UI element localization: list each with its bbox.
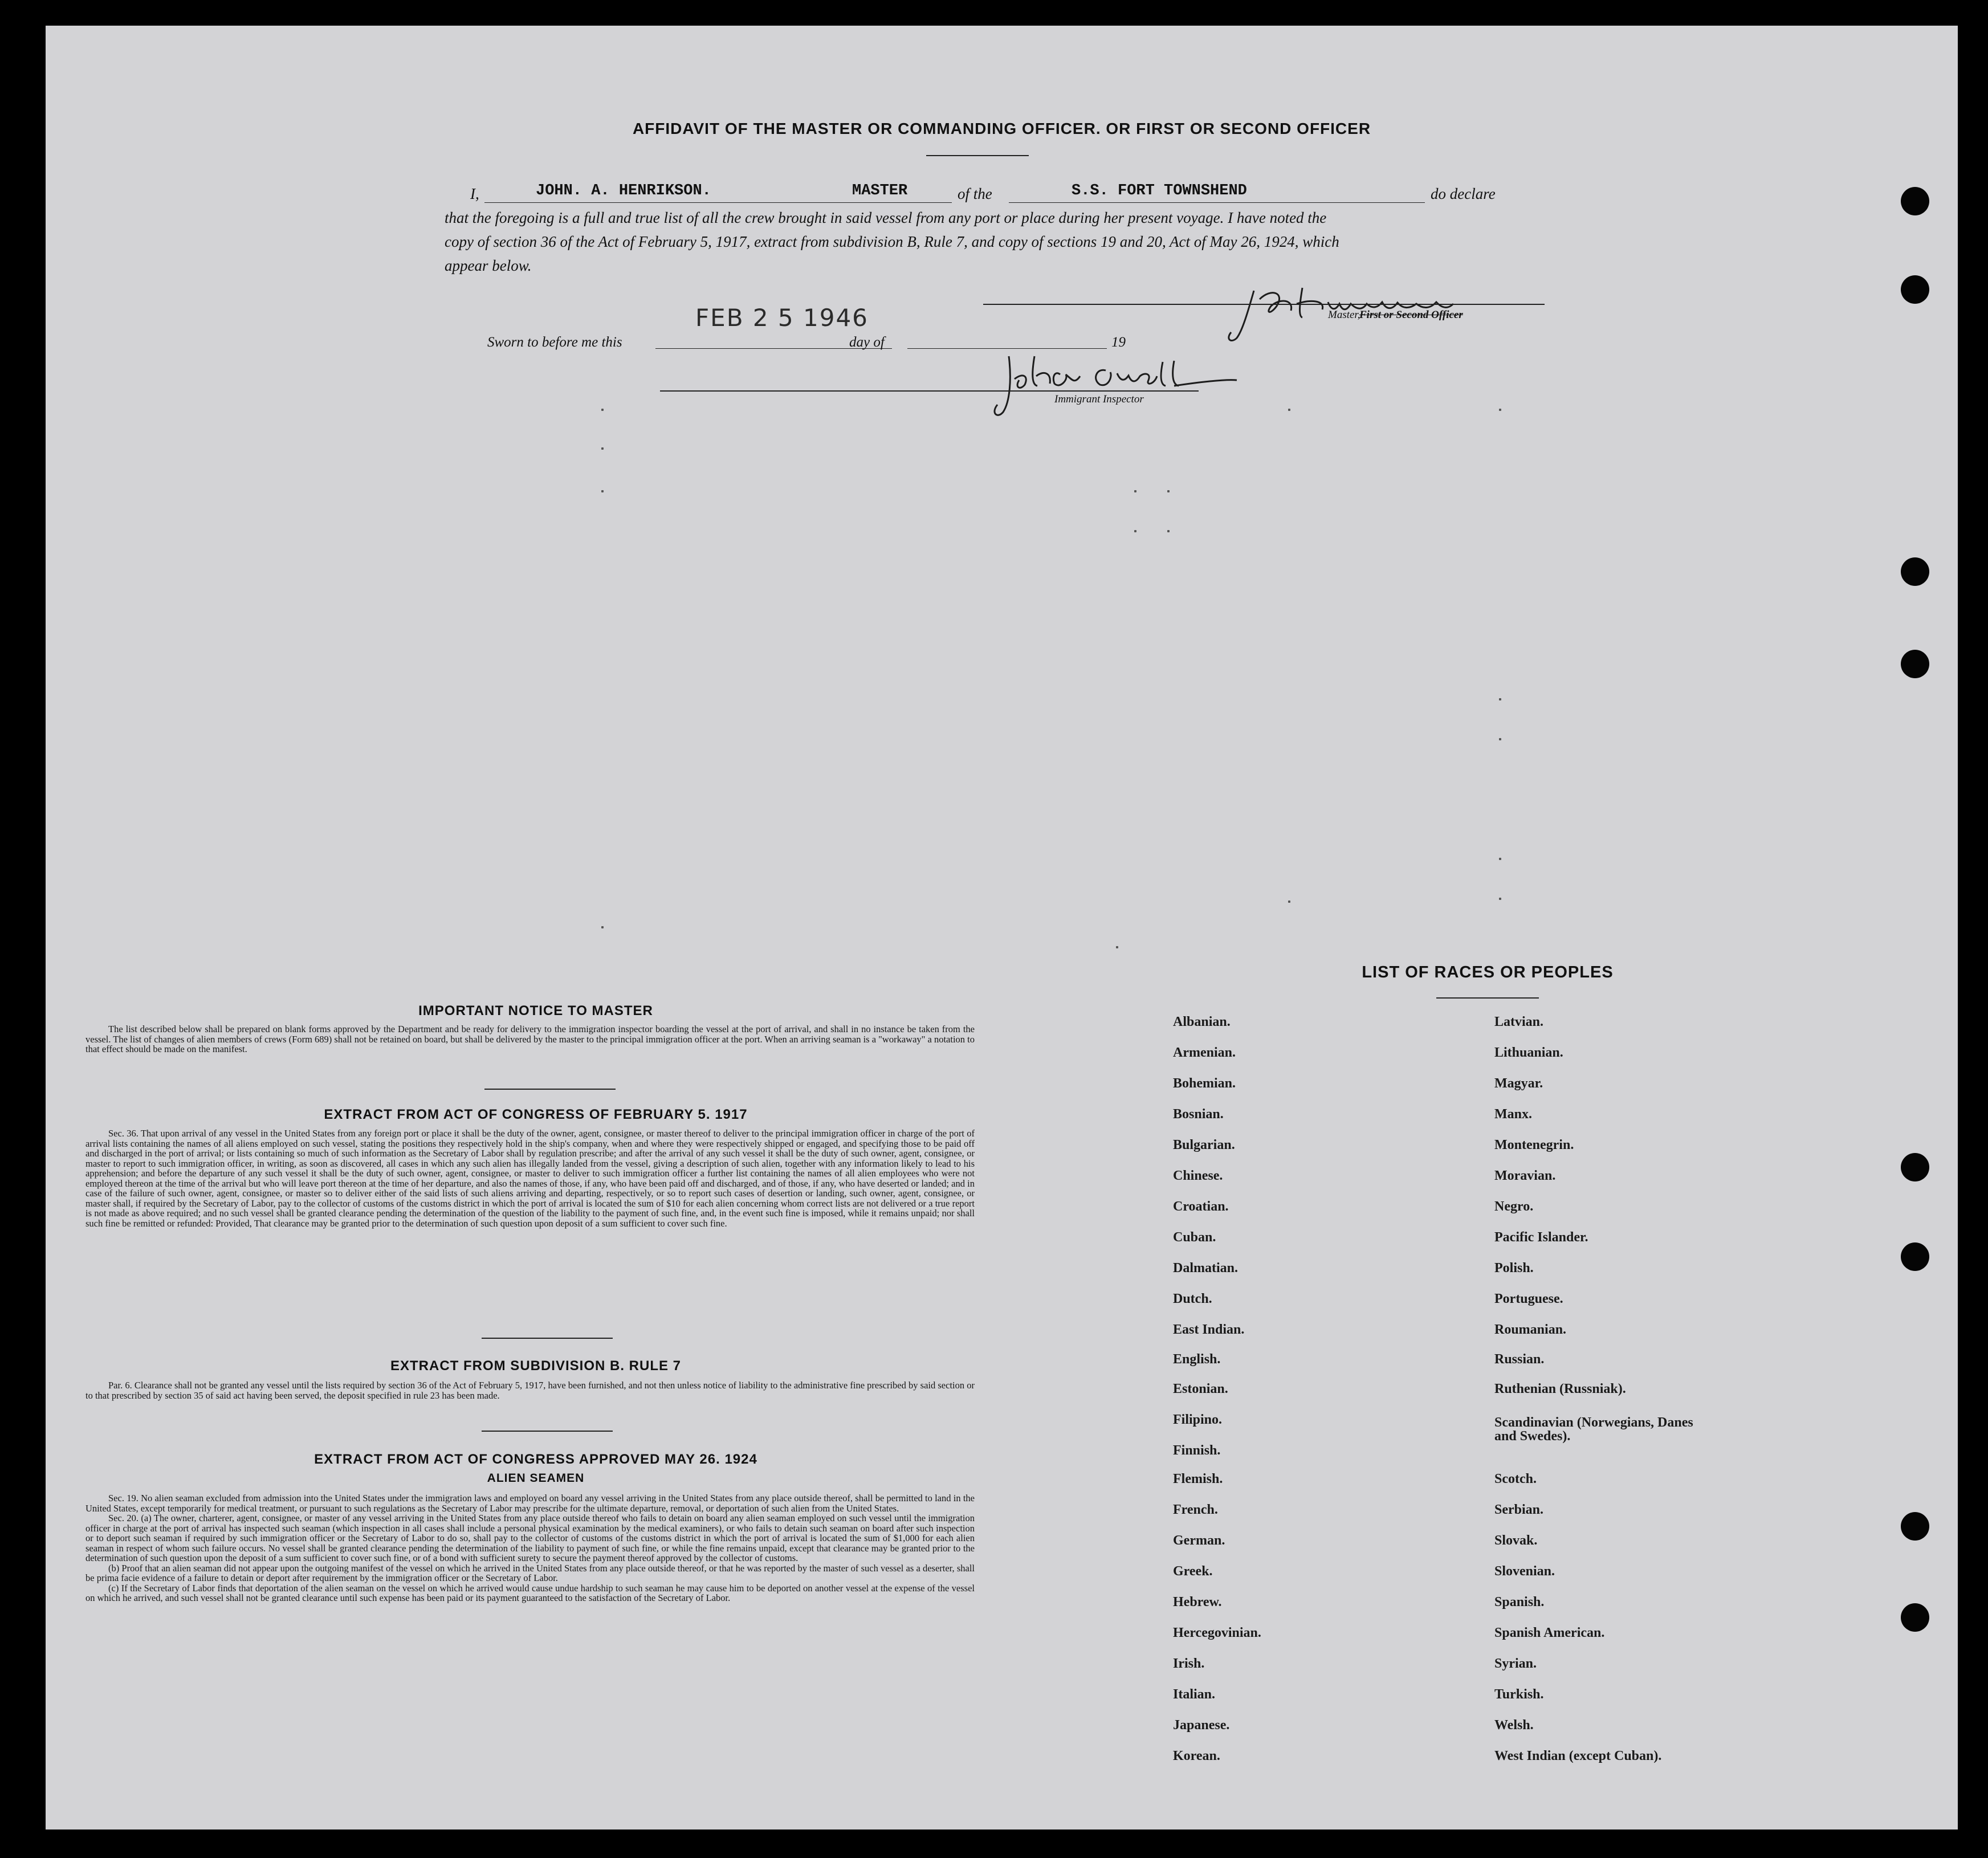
punch-hole: [1901, 187, 1929, 215]
scan-speck: [1134, 530, 1136, 532]
notice-body: [85, 1024, 975, 1054]
section-divider: [482, 1431, 613, 1432]
race-item: Irish.: [1173, 1656, 1205, 1671]
inspector-signature: [958, 345, 1277, 425]
race-item: Roumanian.: [1494, 1322, 1567, 1337]
race-item: Scandinavian (Norwegians, Danes and Swedes).: [1494, 1415, 1693, 1444]
race-item: Japanese.: [1173, 1718, 1230, 1733]
date-stamp: FEB 2 5 1946: [695, 304, 869, 332]
scan-speck: [1116, 946, 1118, 948]
race-item: Hebrew.: [1173, 1595, 1222, 1610]
punch-hole: [1901, 1242, 1929, 1271]
race-item: Dalmatian.: [1173, 1261, 1238, 1276]
scan-speck: [1499, 409, 1501, 411]
race-item: Spanish American.: [1494, 1625, 1605, 1640]
do-declare-text: do declare: [1431, 185, 1496, 202]
extract-1917-body: [85, 1128, 975, 1228]
race-item: Korean.: [1173, 1749, 1220, 1763]
document-page: [46, 26, 1958, 1830]
race-item: Dutch.: [1173, 1291, 1212, 1306]
race-item: Latvian.: [1494, 1014, 1544, 1029]
race-item: Syrian.: [1494, 1656, 1537, 1671]
of-the-text: of the: [958, 185, 992, 202]
master-rank: MASTER: [852, 182, 908, 199]
race-item: Greek.: [1173, 1564, 1213, 1579]
punch-hole: [1901, 275, 1929, 304]
race-item: Filipino.: [1173, 1412, 1223, 1427]
race-item: Hercegovinian.: [1173, 1625, 1261, 1640]
race-item: Scotch.: [1494, 1472, 1537, 1486]
vessel-fill-line: [1009, 202, 1425, 203]
race-item: Croatian.: [1173, 1199, 1229, 1214]
master-caption: Master,: [1328, 309, 1360, 321]
extract-1924-body: [85, 1493, 975, 1603]
race-item: Lithuanian.: [1494, 1045, 1563, 1060]
race-item: Slovak.: [1494, 1533, 1538, 1548]
declaration-line-3: copy of section 36 of the Act of February 5, 1917, extract from subdivision B, Rule 7, and copy of sections 19 and 20, Act of May 26, 1924, which: [445, 233, 1339, 250]
alien-seamen-subtitle: ALIEN SEAMEN: [487, 1472, 585, 1485]
declaration-line-2: that the foregoing is a full and true list of all the crew brought in said vessel from any port or place during her present voyage. I have noted the: [445, 209, 1327, 226]
race-item: Russian.: [1494, 1352, 1545, 1367]
punch-hole: [1901, 650, 1929, 678]
race-item: Welsh.: [1494, 1718, 1534, 1733]
inspector-signature-line: [660, 390, 1199, 392]
scan-speck: [601, 490, 604, 492]
race-item: Bulgarian.: [1173, 1138, 1235, 1152]
race-item: Serbian.: [1494, 1502, 1544, 1517]
scan-speck: [1134, 490, 1136, 492]
race-item: Turkish.: [1494, 1687, 1544, 1702]
scan-speck: [1288, 901, 1290, 903]
inspector-caption: Immigrant Inspector: [1054, 393, 1144, 405]
race-item: Cuban.: [1173, 1230, 1216, 1245]
notice-paragraph: The list described below shall be prepared on blank forms approved by the Department and be ready for delivery to the immigration inspector boarding the vessel at the port of arrival, and shall in no instance be taken from the vessel. The list of changes of alien members of crews (Form 689) shall not be retained on board, but shall be delivered by the master to the principal immigration officer at the port. When an arriving seaman is a "workaway" a notation to that effect should be made on the manifest.: [85, 1024, 975, 1054]
race-item: Spanish.: [1494, 1595, 1545, 1610]
race-item: Manx.: [1494, 1107, 1532, 1122]
race-item: Albanian.: [1173, 1014, 1231, 1029]
races-title-underline: [1436, 997, 1539, 999]
par6-paragraph: Par. 6. Clearance shall not be granted any vessel until the lists required by section 36 of the Act of February 5, 1917, have been furnished, and not then unless notice of liability to the administrative fine prescribed by said section or to that prescribed by section 35 of said act having been served, the deposit specified in rule 23 has been made.: [85, 1380, 975, 1401]
sec20c-paragraph: (c) If the Secretary of Labor finds that deportation of the alien seaman on the vessel on which he arrived would cause undue hardship to such seaman he may cause him to be deported on another vessel at the expense of the vessel on which he arrived, and such vessel shall not be granted clearance until such expense has been paid or its payment guaranteed to the satisfaction of the Secretary of Labor.: [85, 1582, 975, 1603]
scan-speck: [1499, 858, 1501, 860]
scan-speck: [1499, 898, 1501, 900]
sec19-paragraph: Sec. 19. No alien seaman excluded from admission into the United States under the immigration laws and employed on board any vessel arriving in the United States from any place outside thereof, shall be permitted to land in the United States, except temporarily for medical treatment, or pursuant to such regulations as the Secretary of Labor may prescribe for the ultimate departure, removal, or deportation of such alien from the United States.: [85, 1493, 975, 1514]
race-item: Ruthenian (Russniak).: [1494, 1382, 1626, 1396]
race-item: Bohemian.: [1173, 1076, 1236, 1091]
name-fill-line: [484, 202, 952, 203]
race-item: Moravian.: [1494, 1168, 1556, 1183]
declaration-prefix: I,: [470, 185, 479, 202]
rule7-body: [85, 1380, 975, 1400]
race-item: Portuguese.: [1494, 1291, 1563, 1306]
master-name: JOHN. A. HENRIKSON.: [536, 182, 711, 199]
race-item: French.: [1173, 1502, 1218, 1517]
affidavit-title: AFFIDAVIT OF THE MASTER OR COMMANDING OFFICER. OR FIRST OR SECOND OFFICER: [632, 120, 1371, 137]
rule7-title: EXTRACT FROM SUBDIVISION B. RULE 7: [390, 1358, 682, 1374]
race-item: West Indian (except Cuban).: [1494, 1749, 1662, 1763]
race-item: Negro.: [1494, 1199, 1534, 1214]
struck-officer-text: First or Second Officer: [1359, 309, 1463, 321]
year-prefix: 19: [1111, 335, 1126, 350]
race-item: German.: [1173, 1533, 1225, 1548]
section-divider: [482, 1338, 613, 1339]
race-item: Italian.: [1173, 1687, 1216, 1702]
declaration-line-4: appear below.: [445, 257, 532, 274]
day-of-text: day of: [849, 335, 885, 350]
sec36-paragraph: Sec. 36. That upon arrival of any vessel in the United States from any foreign port or place it shall be the duty of the owner, agent, consignee, or master thereof to deliver to the principal immigration officer in charge of the port of arrival lists containing the names of all aliens employed on such vessel, stating the positions they respectively hold in the ship's company, when and where they were respectively shipped or engaged, and specifying those to be paid off and discharged in the port of arrival; or lists containing so much of such information as the Secretary of Labor shall by regulation prescribe; and after the arrival of any such vessel it shall be the duty of such owner, agent, consignee, or master to report to such immigration officer, in writing, as soon as discovered, all cases in which any such alien has illegally landed from the vessel, giving a description of such alien, together with any information likely to lead to his apprehension; and before the departure of any such vessel it shall be the duty of such owner, agent, consignee, or master to deliver to such immigration officer a further list containing the names of all alien employees who were not employed thereon at the time of the arrival but who will leave port thereon at the time of her departure, and also the names of those, if any, who have been paid off and discharged, and of those, if any, who have deserted or landed; and in case of the failure of such owner, agent, consignee, or master so to deliver either of the said lists of such aliens arriving and departing, respectively, or so to report such cases of desertion or landing, such owner, agent, consignee, or master shall, if required by the Secretary of Labor, pay to the collector of customs of the customs district in which the port of arrival is located the sum of $10 for each alien concerning whom correct lists are not delivered or a true report is not made as above required; and no such vessel shall be granted clearance pending the determination of the question of the liability to the payment of such fine, and, in the event such fine is imposed, while it remains unpaid; nor shall such fine be remitted or refunded: Provided, That clearance may be granted prior to the determination of such question upon deposit of a sum sufficient to cover such fine.: [85, 1128, 975, 1229]
vessel-name: S.S. FORT TOWNSHEND: [1072, 182, 1247, 199]
scan-speck: [1167, 490, 1170, 492]
scan-speck: [601, 447, 604, 450]
race-item: English.: [1173, 1352, 1221, 1367]
race-item: Polish.: [1494, 1261, 1534, 1276]
scan-speck: [601, 926, 604, 928]
scan-speck: [1499, 738, 1501, 740]
race-item: Flemish.: [1173, 1472, 1223, 1486]
race-item: East Indian.: [1173, 1322, 1245, 1337]
race-item: Bosnian.: [1173, 1107, 1224, 1122]
punch-hole: [1901, 1603, 1929, 1632]
title-underline: [926, 155, 1029, 156]
race-item: Magyar.: [1494, 1076, 1543, 1091]
sworn-prefix: Sworn to before me this: [487, 335, 622, 350]
extract-1924-title: EXTRACT FROM ACT OF CONGRESS APPROVED MAY 26. 1924: [314, 1452, 757, 1467]
punch-hole: [1901, 557, 1929, 586]
extract-1917-title: EXTRACT FROM ACT OF CONGRESS OF FEBRUARY 5. 1917: [324, 1107, 748, 1122]
race-item: Finnish.: [1173, 1443, 1221, 1458]
race-item: Chinese.: [1173, 1168, 1223, 1183]
scan-speck: [1288, 409, 1290, 411]
scan-speck: [601, 409, 604, 411]
sec20a-paragraph: Sec. 20. (a) The owner, charterer, agent, consignee, or master of any vessel arriving in the United States from any place outside thereof who fails to detain on board any alien seaman employed on such vessel until the immigration officer in charge at the port of arrival has inspected such seaman (which inspection in all cases shall include a personal physical examination by the medical examiners), or who fails to detain such seaman on board after such inspection or to deport such seaman if required by such immigration officer or the Secretary of Labor to do so, shall pay to the collector of customs of the customs district in which the port of arrival is located the sum of $1,000 for each alien seaman in respect of whom such failure occurs. No vessel shall be granted clearance pending the determination of the liability to payment of such fine, or while the fine remains unpaid, except that clearance may be granted prior to the determination of such question upon the deposit of a sum sufficient to cover such fine, or of a bond with sufficient surety to secure the payment thereof approved by the collector of customs.: [85, 1513, 975, 1563]
races-title: LIST OF RACES OR PEOPLES: [1362, 963, 1614, 981]
race-item: Slovenian.: [1494, 1564, 1555, 1579]
punch-hole: [1901, 1153, 1929, 1181]
notice-title: IMPORTANT NOTICE TO MASTER: [418, 1003, 653, 1018]
sec20b-paragraph: (b) Proof that an alien seaman did not appear upon the outgoing manifest of the vessel on which he arrived in the United States from any place outside thereof, or that he was reported by the master of such vessel as a deserter, shall be prima facie evidence of a failure to detain or deport after requirement by the immigration officer or the Secretary of Labor.: [85, 1562, 975, 1583]
scan-speck: [1499, 698, 1501, 700]
master-signature-line: [983, 304, 1545, 305]
scan-speck: [1167, 530, 1170, 532]
race-item: Estonian.: [1173, 1382, 1228, 1396]
punch-hole: [1901, 1512, 1929, 1541]
section-divider: [484, 1089, 616, 1090]
race-item: Armenian.: [1173, 1045, 1236, 1060]
race-item: Pacific Islander.: [1494, 1230, 1588, 1245]
race-item: Montenegrin.: [1494, 1138, 1574, 1152]
